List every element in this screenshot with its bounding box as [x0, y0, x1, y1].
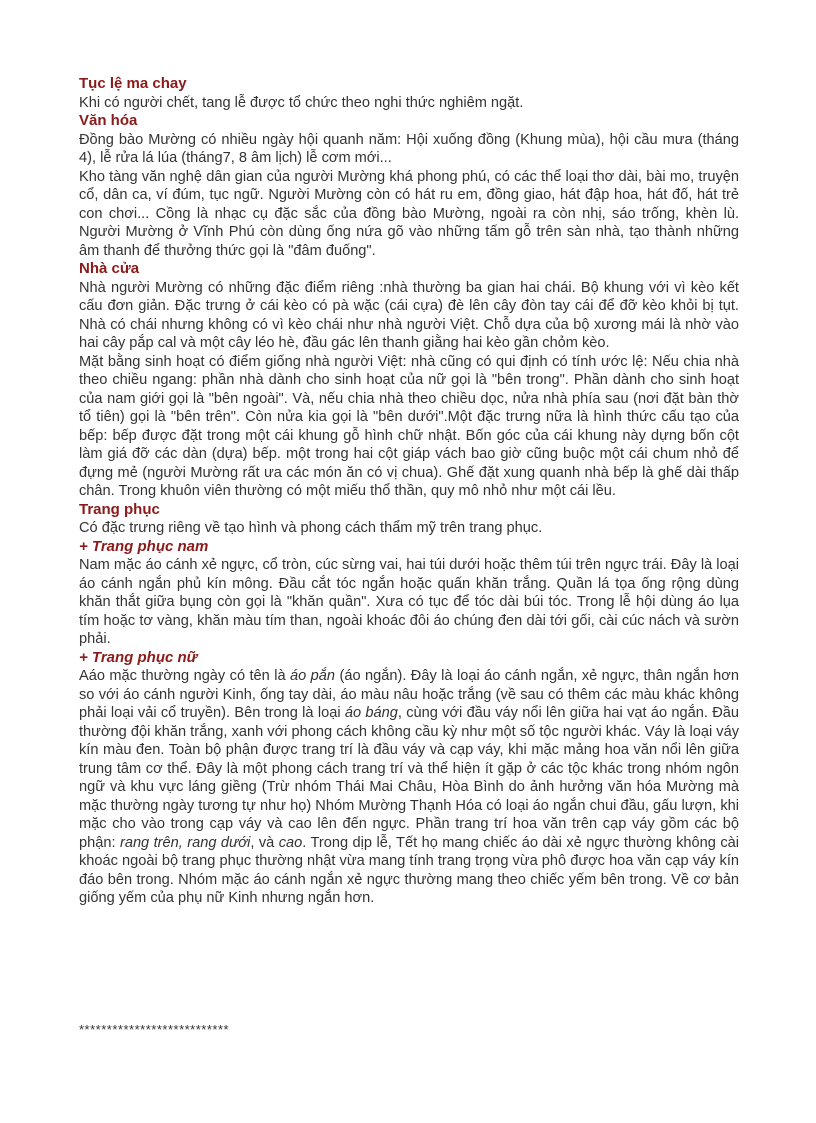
paragraph-nha-cua-structure: Nhà người Mường có những đặc điểm riêng :nhà thường ba gian hai chái. Bộ khung với vì kèo kết cấu đơn giản. Đặc trưng ở cái kèo có pà wặc (cái cựa) đè lên cây đòn tay cái để đỡ kèo khỏi bị tụt. Nhà có chái nhưng không có vì kèo chái như nhà người Việt. Chỗ dựa của bộ xương mái là nhờ vào hai cây pắp cal và một cây léo hè, đầu gác lên thanh giằng hai kèo gần chỏm kèo. [79, 279, 739, 351]
text-segment: . Trong dịp lễ, Tết họ mang chiếc áo dài xẻ ngực thường không cài khoác ngoài bộ trang phục thường nhật vừa mang tính trang trọng vừa phô được hoa văn cạp váy kín đáo bên trong. Nhóm mặc áo cánh ngắn xẻ ngực thường mang theo chiếc yếm bên trong. Về cơ bản giống yếm của phụ nữ Kinh nhưng ngắn hơn. [79, 834, 739, 906]
paragraph-van-hoa-festivals: Đồng bào Mường có nhiều ngày hội quanh năm: Hội xuống đồng (Khung mùa), hội cầu mưa (tháng 4), lễ rửa lá lúa (tháng7, 8 âm lịch) lễ cơm mới... [79, 131, 739, 166]
heading-ma-chay: Tục lệ ma chay [79, 75, 187, 92]
footer-separator: *************************** [79, 1022, 230, 1037]
subheading-trang-phuc-nam: + Trang phục nam [79, 537, 209, 555]
text-segment: , cùng với đầu váy nổi lên giữa hai vạt áo ngắn. Đầu thường đội khăn trắng, xanh với phong cách không cầu kỳ như một số tộc người khác. Váy là loại váy kín màu đen. Toàn bộ phận được trang trí là đầu váy và cạp váy, khi mặc mảng hoa văn nổi lên giữa trung tâm cơ thể. Đây là một phong cách trang trí và thể hiện ít gặp ở các tộc khác trong nhóm ngôn ngữ và khu vực láng giềng (Trừ nhóm Thái Mai Châu, Hòa Bình do ảnh hưởng văn hóa Mường mà mặc thường ngày tương tự như họ) Nhóm Mường Thạnh Hóa có loại áo ngắn chui đầu, gấu lượn, khi mặc cho vào trong cạp váy và cao lên đến ngực. Phần trang trí hoa văn trên cạp váy gồm các bộ phận: [79, 705, 739, 851]
heading-trang-phuc: Trang phục [79, 500, 160, 518]
document-body [79, 75, 739, 908]
term-cao: cao [278, 834, 303, 851]
paragraph-trang-phuc-nu [79, 667, 739, 908]
paragraph-nha-cua-layout: Mặt bằng sinh hoạt có điểm giống nhà người Việt: nhà cũng có qui định có tính ước lệ: Nếu chia nhà theo chiều ngang: phần nhà dành cho sinh hoạt của nữ gọi là "bên trong". Phần dành cho sinh hoạt của nam giới gọi là "bên ngoài". Và, nếu chia nhà theo chiều dọc, nửa nhà phía sau (nơi đặt bàn thờ tổ tiên) gọi là "bên trên". Còn nửa kia gọi là "bên dưới".Một đặc trưng nữa là hình thức cấu tạo của bếp: bếp được đặt trong một cái khung gỗ hình chữ nhật. Bốn góc của cái khung này dựng bốn cột làm giá đỡ các dàn (dựa) bếp. một trong hai cột giáp vách bao giờ cũng buộc một cái chum nhỏ để đựng mẻ (người Mường rất ưa các món ăn có vị chua). Ghế đặt xung quanh nhà bếp là ghế dài thấp chân. Trong khuôn viên thường có một miếu thổ thần, quy mô nhỏ như một cái lều. [79, 353, 739, 499]
text-segment: , và [250, 834, 279, 851]
paragraph-ma-chay: Khi có người chết, tang lễ được tổ chức theo nghi thức nghiêm ngặt. [79, 94, 524, 111]
subheading-trang-phuc-nu: + Trang phục nữ [79, 648, 198, 666]
paragraph-van-hoa-folk-art: Kho tàng văn nghệ dân gian của người Mường khá phong phú, có các thể loại thơ dài, bài mo, truyện cổ, dân ca, ví đúm, tục ngữ. Người Mường còn có hát ru em, đồng giao, hát đập hoa, hát đố, hát trẻ con chơi... Cồng là nhạc cụ đặc sắc của đồng bào Mường, ngoài ra còn nhị, sáo trống, khèn lù. Người Mường ở Vĩnh Phú còn dùng ống nứa gõ vào những tấm gỗ trên sàn nhà, tạo thành những âm thanh để thưởng thức gọi là "đâm đuống". [79, 168, 739, 259]
term-ao-pan: áo pắn [290, 668, 336, 684]
heading-nha-cua: Nhà cửa [79, 260, 140, 277]
term-ao-bang: áo báng [344, 705, 398, 721]
term-rang: rang trên, rang dưới [119, 834, 251, 851]
text-segment: Aáo mặc thường ngày có tên là [79, 668, 291, 684]
paragraph-trang-phuc-intro: Có đặc trưng riêng về tạo hình và phong cách thẩm mỹ trên trang phục. [79, 520, 543, 536]
paragraph-trang-phuc-nam: Nam mặc áo cánh xẻ ngực, cổ tròn, cúc sừng vai, hai túi dưới hoặc thêm túi trên ngực trái. Đây là loại áo cánh ngắn phủ kín mông. Đầu cắt tóc ngắn hoặc quấn khăn trắng. Quần lá tọa ống rộng dùng khăn thắt giữa bụng còn gọi là "khăn quần". Xưa có tục để tóc dài búi tóc. Trong lễ hội dùng áo lụa tím hoặc tơ vàng, khăn màu tím than, ngoài khoác đôi áo chúng đen dài tới gối, cài cúc nách và sườn phải. [79, 557, 739, 647]
text-segment: (áo ngắn). Đây là loại áo cánh ngắn, xẻ ngực, thân ngắn hơn so với áo cánh người Kinh, ống tay dài, áo màu nâu hoặc trắng (về sau có thêm các màu khác không phải loại vải cổ truyền). Bên trong là loại [79, 668, 739, 721]
heading-van-hoa: Văn hóa [79, 112, 138, 129]
